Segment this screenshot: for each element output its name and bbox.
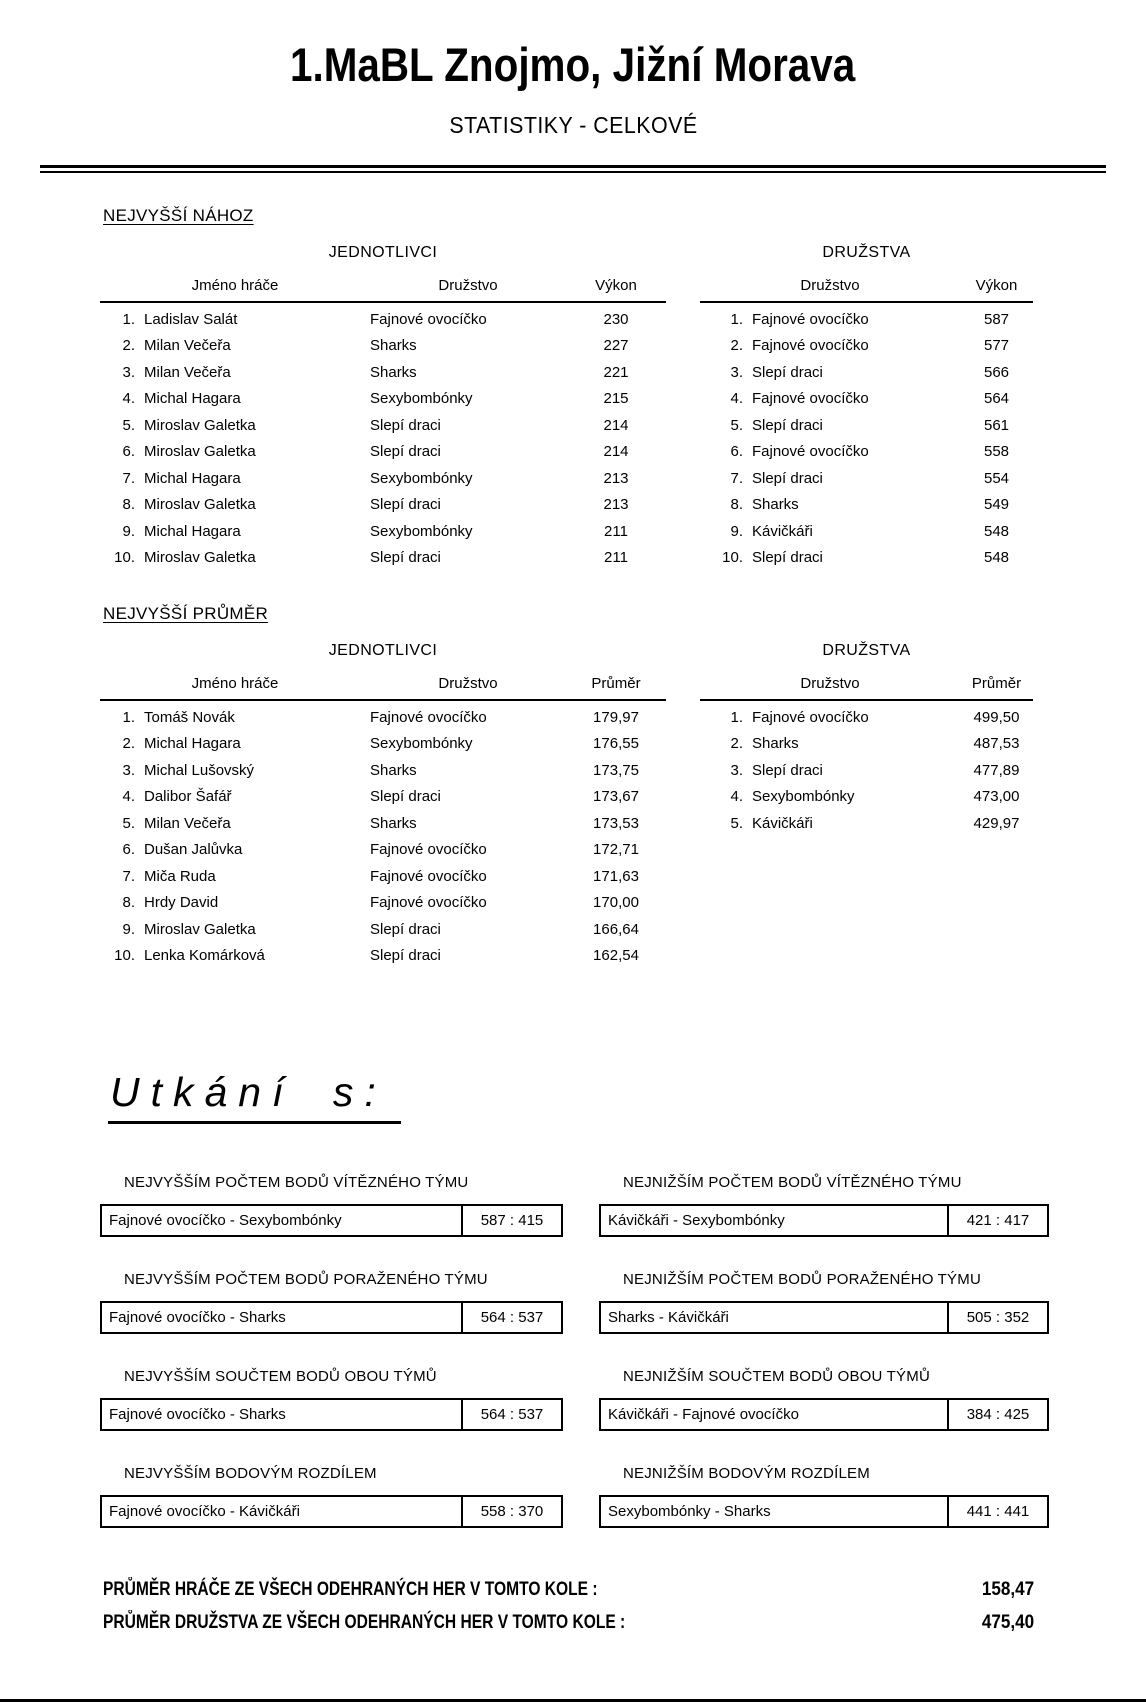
match-stat-box bbox=[599, 1204, 1049, 1237]
table-row bbox=[100, 438, 666, 465]
table-row bbox=[100, 544, 666, 571]
value-cell: 566 bbox=[983, 363, 1010, 381]
table-row bbox=[100, 810, 666, 837]
match-stat-label: NEJVYŠŠÍM BODOVÝM ROZDÍLEM bbox=[124, 1464, 377, 1482]
section-matches bbox=[0, 969, 1146, 1528]
team-cell: Fajnové ovocíčko bbox=[752, 390, 869, 407]
table-row bbox=[100, 491, 666, 518]
column-header-value: Výkon bbox=[595, 276, 637, 294]
match-stat-label: NEJVYŠŠÍM POČTEM BODŮ VÍTĚZNÉHO TÝMU bbox=[124, 1173, 469, 1191]
footer-averages bbox=[103, 1574, 1034, 1640]
highest-game-teams-table bbox=[700, 244, 1033, 571]
value-cell: 213 bbox=[603, 496, 629, 513]
table-row bbox=[100, 863, 666, 890]
rank-cell: 8. bbox=[730, 496, 743, 513]
table-row bbox=[700, 730, 1033, 757]
match-teams-pair: Sexybombónky - Sharks bbox=[608, 1502, 771, 1520]
value-cell: 221 bbox=[603, 363, 629, 381]
rank-cell: 2. bbox=[122, 735, 135, 752]
player-name-cell: Milan Večeřa bbox=[144, 337, 231, 354]
table-header-row bbox=[700, 675, 1033, 701]
team-cell: Sexybombónky bbox=[370, 735, 473, 752]
team-cell: Slepí draci bbox=[370, 496, 441, 513]
table-row bbox=[700, 810, 1033, 837]
team-cell: Fajnové ovocíčko bbox=[370, 867, 487, 885]
rank-cell: 7. bbox=[730, 469, 743, 487]
match-teams-pair: Fajnové ovocíčko - Sharks bbox=[109, 1308, 286, 1326]
table-row bbox=[700, 306, 1033, 333]
value-cell: 214 bbox=[603, 416, 629, 434]
match-stat bbox=[100, 1368, 563, 1431]
player-name-cell: Miča Ruda bbox=[144, 867, 216, 885]
table-row bbox=[100, 412, 666, 439]
player-name-cell: Miroslav Galetka bbox=[144, 920, 256, 938]
team-cell: Slepí draci bbox=[370, 416, 441, 434]
rank-cell: 5. bbox=[730, 416, 743, 434]
player-name-cell: Tomáš Novák bbox=[144, 708, 235, 726]
team-cell: Fajnové ovocíčko bbox=[752, 443, 869, 460]
value-cell: 173,75 bbox=[593, 761, 639, 779]
team-cell: Sharks bbox=[752, 496, 799, 513]
value-cell: 214 bbox=[603, 443, 629, 460]
team-cell: Slepí draci bbox=[370, 549, 441, 566]
match-score: 558 : 370 bbox=[461, 1497, 561, 1526]
table-body bbox=[100, 303, 666, 571]
match-stat-label: NEJNIŽŠÍM SOUČTEM BODŮ OBOU TÝMŮ bbox=[623, 1367, 930, 1385]
match-teams-pair: Fajnové ovocíčko - Kávičkáři bbox=[109, 1502, 300, 1520]
table-row bbox=[100, 836, 666, 863]
player-name-cell: Milan Večeřa bbox=[144, 363, 231, 381]
page-header bbox=[0, 40, 1146, 173]
value-cell: 173,53 bbox=[593, 814, 639, 832]
value-cell: 429,97 bbox=[973, 814, 1020, 832]
table-row bbox=[700, 385, 1033, 412]
match-stat-label: NEJNIŽŠÍM POČTEM BODŮ PORAŽENÉHO TÝMU bbox=[623, 1270, 981, 1288]
page-subtitle bbox=[0, 112, 1146, 139]
value-cell: 230 bbox=[603, 310, 629, 328]
matches-heading: Utkání s: bbox=[108, 1069, 401, 1124]
rank-cell: 5. bbox=[730, 814, 743, 832]
match-score: 587 : 415 bbox=[461, 1206, 561, 1235]
team-cell: Slepí draci bbox=[370, 443, 441, 460]
rank-cell: 7. bbox=[122, 469, 135, 487]
rank-cell: 9. bbox=[122, 920, 135, 938]
player-name-cell: Miroslav Galetka bbox=[144, 416, 256, 434]
player-name-cell: Michal Lušovský bbox=[144, 761, 255, 779]
rank-cell: 9. bbox=[730, 522, 743, 540]
table-body bbox=[700, 701, 1033, 837]
team-cell: Fajnové ovocíčko bbox=[752, 708, 869, 726]
team-cell: Slepí draci bbox=[370, 920, 441, 938]
match-score: 441 : 441 bbox=[947, 1497, 1047, 1526]
footer-average-label: PRŮMĚR DRUŽSTVA ZE VŠECH ODEHRANÝCH HER V TOMTO KOLE : bbox=[103, 1612, 626, 1634]
player-name-cell: Miroslav Galetka bbox=[144, 496, 256, 513]
team-cell: Slepí draci bbox=[370, 947, 441, 964]
value-cell: 564 bbox=[983, 390, 1010, 407]
match-score: 384 : 425 bbox=[947, 1400, 1047, 1429]
table-row bbox=[700, 518, 1033, 545]
rank-cell: 3. bbox=[122, 363, 135, 381]
team-cell: Slepí draci bbox=[752, 416, 823, 434]
value-cell: 179,97 bbox=[593, 708, 639, 726]
rank-cell: 10. bbox=[114, 947, 135, 964]
table-title-individuals: JEDNOTLIVCI bbox=[328, 243, 438, 261]
match-stat bbox=[599, 1368, 1049, 1431]
table-row bbox=[700, 359, 1033, 386]
match-score: 505 : 352 bbox=[947, 1303, 1047, 1332]
table-row bbox=[100, 359, 666, 386]
value-cell: 162,54 bbox=[593, 947, 639, 964]
table-row bbox=[100, 916, 666, 943]
value-cell: 172,71 bbox=[593, 841, 639, 858]
table-row bbox=[100, 385, 666, 412]
footer-average-label: PRŮMĚR HRÁČE ZE VŠECH ODEHRANÝCH HER V TOMTO KOLE : bbox=[103, 1579, 598, 1601]
match-stat bbox=[599, 1174, 1049, 1237]
column-header-player-name: Jméno hráče bbox=[191, 674, 279, 692]
player-name-cell: Michal Hagara bbox=[144, 390, 241, 407]
match-teams-pair: Fajnové ovocíčko - Sexybombónky bbox=[109, 1211, 342, 1229]
highest-game-tables bbox=[100, 244, 1033, 571]
player-name-cell: Michal Hagara bbox=[144, 735, 241, 752]
match-stat bbox=[599, 1465, 1049, 1528]
match-teams-pair: Fajnové ovocíčko - Sharks bbox=[109, 1405, 286, 1423]
value-cell: 173,67 bbox=[593, 788, 639, 805]
match-stat-label: NEJVYŠŠÍM SOUČTEM BODŮ OBOU TÝMŮ bbox=[124, 1367, 437, 1385]
rank-cell: 3. bbox=[730, 761, 743, 779]
value-cell: 215 bbox=[603, 390, 629, 407]
team-cell: Sexybombónky bbox=[370, 390, 473, 407]
table-row bbox=[100, 757, 666, 784]
value-cell: 548 bbox=[983, 549, 1010, 566]
player-name-cell: Lenka Komárková bbox=[144, 947, 265, 964]
team-cell: Slepí draci bbox=[752, 549, 823, 566]
table-row bbox=[100, 306, 666, 333]
section-heading-highest-average: NEJVYŠŠÍ PRŮMĚR bbox=[103, 603, 269, 623]
rank-cell: 4. bbox=[122, 788, 135, 805]
match-stat bbox=[599, 1271, 1049, 1334]
team-cell: Slepí draci bbox=[370, 788, 441, 805]
rank-cell: 6. bbox=[122, 841, 135, 858]
team-cell: Fajnové ovocíčko bbox=[370, 841, 487, 858]
player-name-cell: Miroslav Galetka bbox=[144, 549, 256, 566]
match-stat bbox=[100, 1174, 563, 1237]
value-cell: 554 bbox=[983, 469, 1010, 487]
rank-cell: 2. bbox=[730, 735, 743, 752]
rank-cell: 6. bbox=[122, 443, 135, 460]
value-cell: 213 bbox=[603, 469, 629, 487]
column-header-team: Družstvo bbox=[438, 674, 498, 692]
page-title bbox=[0, 40, 1146, 91]
player-name-cell: Ladislav Salát bbox=[144, 310, 238, 328]
column-header-value: Průměr bbox=[591, 674, 641, 692]
column-header-team: Družstvo bbox=[800, 674, 860, 692]
section-heading-highest-game: NEJVYŠŠÍ NÁHOZ bbox=[103, 205, 254, 225]
header-divider-rule bbox=[40, 165, 1106, 173]
match-score: 564 : 537 bbox=[461, 1303, 561, 1332]
match-stat bbox=[100, 1465, 563, 1528]
team-cell: Fajnové ovocíčko bbox=[370, 708, 487, 726]
highest-average-teams-table bbox=[700, 642, 1033, 837]
player-name-cell: Michal Hagara bbox=[144, 522, 241, 540]
table-row bbox=[100, 332, 666, 359]
table-row bbox=[100, 704, 666, 731]
value-cell: 211 bbox=[604, 522, 628, 540]
table-row bbox=[700, 465, 1033, 492]
column-header-team: Družstvo bbox=[800, 276, 860, 294]
table-row bbox=[700, 704, 1033, 731]
match-score: 421 : 417 bbox=[947, 1206, 1047, 1235]
match-teams-pair: Kávičkáři - Sexybombónky bbox=[608, 1211, 785, 1229]
table-title-individuals: JEDNOTLIVCI bbox=[328, 641, 438, 659]
table-body bbox=[100, 701, 666, 969]
rank-cell: 2. bbox=[730, 337, 743, 354]
match-stat-box bbox=[100, 1301, 563, 1334]
team-cell: Sexybombónky bbox=[370, 469, 473, 487]
table-row bbox=[700, 783, 1033, 810]
match-stat-box bbox=[599, 1495, 1049, 1528]
team-cell: Slepí draci bbox=[752, 761, 823, 779]
player-name-cell: Michal Hagara bbox=[144, 469, 241, 487]
match-stat-label: NEJNIŽŠÍM POČTEM BODŮ VÍTĚZNÉHO TÝMU bbox=[623, 1173, 962, 1191]
table-header-row bbox=[100, 675, 666, 701]
team-cell: Sexybombónky bbox=[752, 788, 855, 805]
match-stat-box bbox=[599, 1398, 1049, 1431]
match-teams-pair: Sharks - Kávičkáři bbox=[608, 1308, 729, 1326]
value-cell: 561 bbox=[983, 416, 1010, 434]
rank-cell: 4. bbox=[730, 788, 743, 805]
value-cell: 477,89 bbox=[973, 761, 1020, 779]
match-stat-box bbox=[100, 1398, 563, 1431]
rank-cell: 1. bbox=[122, 310, 135, 328]
rank-cell: 9. bbox=[122, 522, 135, 540]
rank-cell: 4. bbox=[122, 390, 135, 407]
player-name-cell: Hrdy David bbox=[144, 894, 219, 911]
value-cell: 558 bbox=[983, 443, 1010, 460]
rank-cell: 6. bbox=[730, 443, 743, 460]
rank-cell: 7. bbox=[122, 867, 135, 885]
value-cell: 171,63 bbox=[593, 867, 639, 885]
table-row bbox=[700, 757, 1033, 784]
footer-average-value: 158,47 bbox=[981, 1579, 1034, 1601]
value-cell: 211 bbox=[604, 549, 628, 566]
match-score: 564 : 537 bbox=[461, 1400, 561, 1429]
page-title-text: 1.MaBL Znojmo, Jižní Morava bbox=[290, 38, 856, 91]
footer-average-line bbox=[103, 1607, 1034, 1640]
matches-grid bbox=[100, 1174, 1146, 1528]
column-header-team: Družstvo bbox=[438, 276, 498, 294]
value-cell: 227 bbox=[603, 337, 629, 354]
rank-cell: 5. bbox=[122, 814, 135, 832]
rank-cell: 1. bbox=[730, 310, 743, 328]
player-name-cell: Dalibor Šafář bbox=[144, 788, 232, 805]
column-header-player-name: Jméno hráče bbox=[191, 276, 279, 294]
value-cell: 548 bbox=[983, 522, 1010, 540]
team-cell: Fajnové ovocíčko bbox=[752, 310, 869, 328]
team-cell: Fajnové ovocíčko bbox=[370, 894, 487, 911]
match-teams-pair: Kávičkáři - Fajnové ovocíčko bbox=[608, 1405, 799, 1423]
highest-game-individuals-table bbox=[100, 244, 666, 571]
page-subtitle-text: STATISTIKY - CELKOVÉ bbox=[448, 111, 698, 138]
table-header-row bbox=[100, 277, 666, 303]
highest-average-individuals-table bbox=[100, 642, 666, 969]
rank-cell: 3. bbox=[730, 363, 743, 381]
player-name-cell: Miroslav Galetka bbox=[144, 443, 256, 460]
team-cell: Sharks bbox=[370, 363, 417, 381]
team-cell: Kávičkáři bbox=[752, 522, 813, 540]
team-cell: Sexybombónky bbox=[370, 522, 473, 540]
rank-cell: 1. bbox=[730, 708, 743, 726]
table-body bbox=[700, 303, 1033, 571]
table-title-teams: DRUŽSTVA bbox=[822, 641, 911, 659]
table-row bbox=[700, 544, 1033, 571]
value-cell: 170,00 bbox=[593, 894, 639, 911]
table-row bbox=[100, 465, 666, 492]
rank-cell: 10. bbox=[722, 549, 743, 566]
team-cell: Sharks bbox=[370, 337, 417, 354]
value-cell: 577 bbox=[983, 337, 1010, 354]
table-row bbox=[700, 438, 1033, 465]
rank-cell: 2. bbox=[122, 337, 135, 354]
team-cell: Fajnové ovocíčko bbox=[370, 310, 487, 328]
team-cell: Sharks bbox=[370, 761, 417, 779]
rank-cell: 10. bbox=[114, 549, 135, 566]
section-highest-game bbox=[0, 173, 1146, 571]
value-cell: 587 bbox=[983, 310, 1010, 328]
table-row bbox=[700, 491, 1033, 518]
match-stat-box bbox=[100, 1204, 563, 1237]
rank-cell: 5. bbox=[122, 416, 135, 434]
highest-average-tables bbox=[100, 642, 1033, 969]
match-stat-box bbox=[599, 1301, 1049, 1334]
value-cell: 499,50 bbox=[973, 708, 1020, 726]
team-cell: Sharks bbox=[370, 814, 417, 832]
value-cell: 487,53 bbox=[973, 735, 1020, 752]
match-stat-label: NEJVYŠŠÍM POČTEM BODŮ PORAŽENÉHO TÝMU bbox=[124, 1270, 488, 1288]
team-cell: Fajnové ovocíčko bbox=[752, 337, 869, 354]
value-cell: 549 bbox=[983, 496, 1010, 513]
table-row bbox=[100, 889, 666, 916]
column-header-value: Výkon bbox=[975, 276, 1018, 294]
value-cell: 166,64 bbox=[593, 920, 639, 938]
team-cell: Slepí draci bbox=[752, 363, 823, 381]
match-stat-box bbox=[100, 1495, 563, 1528]
team-cell: Kávičkáři bbox=[752, 814, 813, 832]
footer-average-line bbox=[103, 1574, 1034, 1607]
value-cell: 176,55 bbox=[593, 735, 639, 752]
table-header-row bbox=[700, 277, 1033, 303]
rank-cell: 8. bbox=[122, 894, 135, 911]
player-name-cell: Milan Večeřa bbox=[144, 814, 231, 832]
column-header-value: Průměr bbox=[971, 674, 1022, 692]
rank-cell: 8. bbox=[122, 496, 135, 513]
footer-average-value: 475,40 bbox=[981, 1612, 1034, 1634]
table-row bbox=[100, 518, 666, 545]
table-row bbox=[100, 730, 666, 757]
table-title-teams: DRUŽSTVA bbox=[822, 243, 911, 261]
team-cell: Sharks bbox=[752, 735, 799, 752]
rank-cell: 4. bbox=[730, 390, 743, 407]
table-row bbox=[700, 412, 1033, 439]
rank-cell: 3. bbox=[122, 761, 135, 779]
match-stat bbox=[100, 1271, 563, 1334]
table-row bbox=[700, 332, 1033, 359]
player-name-cell: Dušan Jalůvka bbox=[144, 841, 243, 858]
rank-cell: 1. bbox=[122, 708, 135, 726]
value-cell: 473,00 bbox=[973, 788, 1020, 805]
match-stat-label: NEJNIŽŠÍM BODOVÝM ROZDÍLEM bbox=[623, 1464, 870, 1482]
section-highest-average bbox=[0, 571, 1146, 969]
table-row bbox=[100, 942, 666, 969]
table-row bbox=[100, 783, 666, 810]
team-cell: Slepí draci bbox=[752, 469, 823, 487]
